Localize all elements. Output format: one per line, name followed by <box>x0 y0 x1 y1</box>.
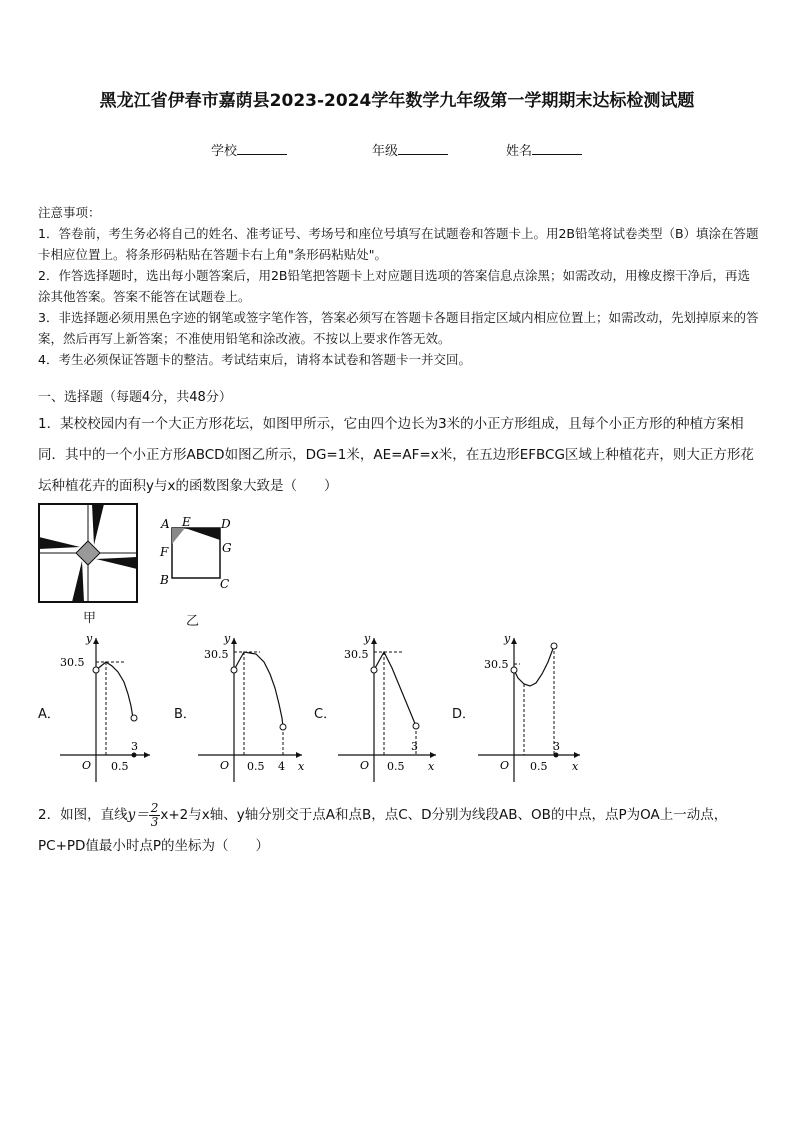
notes-block <box>38 202 760 370</box>
grade-blank <box>398 142 448 155</box>
x-axis-label: x <box>428 760 435 773</box>
y-value-label: 30.5 <box>484 658 509 671</box>
x-value-label: 0.5 <box>111 760 129 773</box>
name-blank <box>532 142 582 155</box>
note-item: 3．非选择题必须用黑色字迹的钢笔或签字笔作答，答案必须写在答题卡各题目指定区域内相应位置上；如需改动，先划掉原来的答案，然后再写上新答案；不准使用铅笔和涂改液。不按以上要求作答无效。 <box>38 310 759 346</box>
school-label: 学校 <box>211 144 238 159</box>
question-2-text <box>38 800 762 862</box>
school-field <box>211 140 287 159</box>
x-axis-label: x <box>298 760 305 773</box>
x-end-label: 4 <box>278 760 285 773</box>
option-c-label[interactable]: C． <box>314 707 337 722</box>
name-label: 姓名 <box>506 144 533 159</box>
y-value-label: 30.5 <box>344 648 369 661</box>
figure-yi <box>158 514 238 590</box>
x-axis-label: x <box>572 760 579 773</box>
notes-heading: 注意事项： <box>38 205 101 220</box>
label-F: F <box>160 545 169 559</box>
x-end-label: 3 <box>411 740 418 753</box>
x-end-label: 3 <box>131 740 138 753</box>
label-C: C <box>220 577 230 590</box>
grade-field <box>372 140 448 159</box>
page-title: 黑龙江省伊春市嘉荫县2023-2024学年数学九年级第一学期期末达标检测试题 <box>99 91 695 111</box>
origin-label: O <box>220 759 230 772</box>
option-b-label[interactable]: B． <box>174 707 196 722</box>
label-D: D <box>221 517 231 531</box>
fraction-numerator: 2 <box>150 800 159 815</box>
origin-label: O <box>500 759 510 772</box>
x-value-label: 0.5 <box>247 760 265 773</box>
label-A: A <box>161 517 170 531</box>
y-axis-label: y <box>504 632 511 645</box>
question-2-body <box>38 800 762 862</box>
y-value-label: 30.5 <box>60 656 85 669</box>
label-B: B <box>160 573 169 587</box>
figure-jia <box>38 503 138 603</box>
label-G: G <box>222 541 232 555</box>
section-heading: 一、选择题（每题4分，共48分） <box>38 390 232 405</box>
q2-y-equals: y＝ <box>127 807 149 823</box>
y-value-label: 30.5 <box>204 648 229 661</box>
note-item: 1．答卷前，考生务必将自己的姓名、准考证号、考场号和座位号填写在试题卷和答题卡上。用2B铅笔将试卷类型（B）填涂在答题卡相应位置上。将条形码粘贴在答题卡右上角"条形码粘贴处"。 <box>38 226 759 262</box>
school-blank <box>237 142 287 155</box>
option-d-graph[interactable] <box>478 632 584 782</box>
name-field <box>506 140 582 159</box>
x-value-label: 0.5 <box>387 760 405 773</box>
label-E: E <box>182 515 191 529</box>
question-1-text <box>38 409 762 502</box>
q2-body-rest: x+2与x轴、y轴分别交于点A和点B，点C、D分别为线段AB、OB的中点，点P为OA上一动点，PC+PD值最小时点P的坐标为（ ） <box>38 807 728 854</box>
x-value-label: 0.5 <box>530 760 548 773</box>
x-end-label: 3 <box>553 740 560 753</box>
fraction-denominator: 3 <box>150 814 159 829</box>
y-axis-label: y <box>224 632 231 645</box>
question-1-body: 1．某校校园内有一个大正方形花坛，如图甲所示，它由四个边长为3米的小正方形组成，且每个小正方形的种植方案相同．其中的一个小正方形ABCD如图乙所示，DG=1米，AE=AF=x米，在五边形EFBCG区域上种植花卉，则大正方形花坛种植花卉的面积y与x的函数图象大致是（ ） <box>38 416 754 494</box>
option-a-graph[interactable] <box>60 632 152 782</box>
y-axis-label: y <box>364 632 371 645</box>
grade-label: 年级 <box>372 144 399 159</box>
y-axis-label: y <box>86 632 93 645</box>
note-item: 4．考生必须保证答题卡的整洁。考试结束后，请将本试卷和答题卡一并交回。 <box>38 352 471 367</box>
option-a-label[interactable]: A． <box>38 707 60 722</box>
origin-label: O <box>82 759 92 772</box>
q2-fraction <box>149 802 161 829</box>
note-item: 2．作答选择题时，选出每小题答案后，用2B铅笔把答题卡上对应题目选项的答案信息点涂黑；如需改动，用橡皮擦干净后，再选涂其他答案。答案不能答在试题卷上。 <box>38 268 750 304</box>
option-b-graph[interactable] <box>198 632 310 782</box>
figure-yi-label: 乙 <box>186 614 200 629</box>
option-c-graph[interactable] <box>338 632 440 782</box>
q2-prefix: 2．如图，直线 <box>38 807 128 823</box>
option-d-label[interactable]: D． <box>452 707 476 722</box>
figure-jia-label: 甲 <box>83 611 97 626</box>
origin-label: O <box>360 759 370 772</box>
